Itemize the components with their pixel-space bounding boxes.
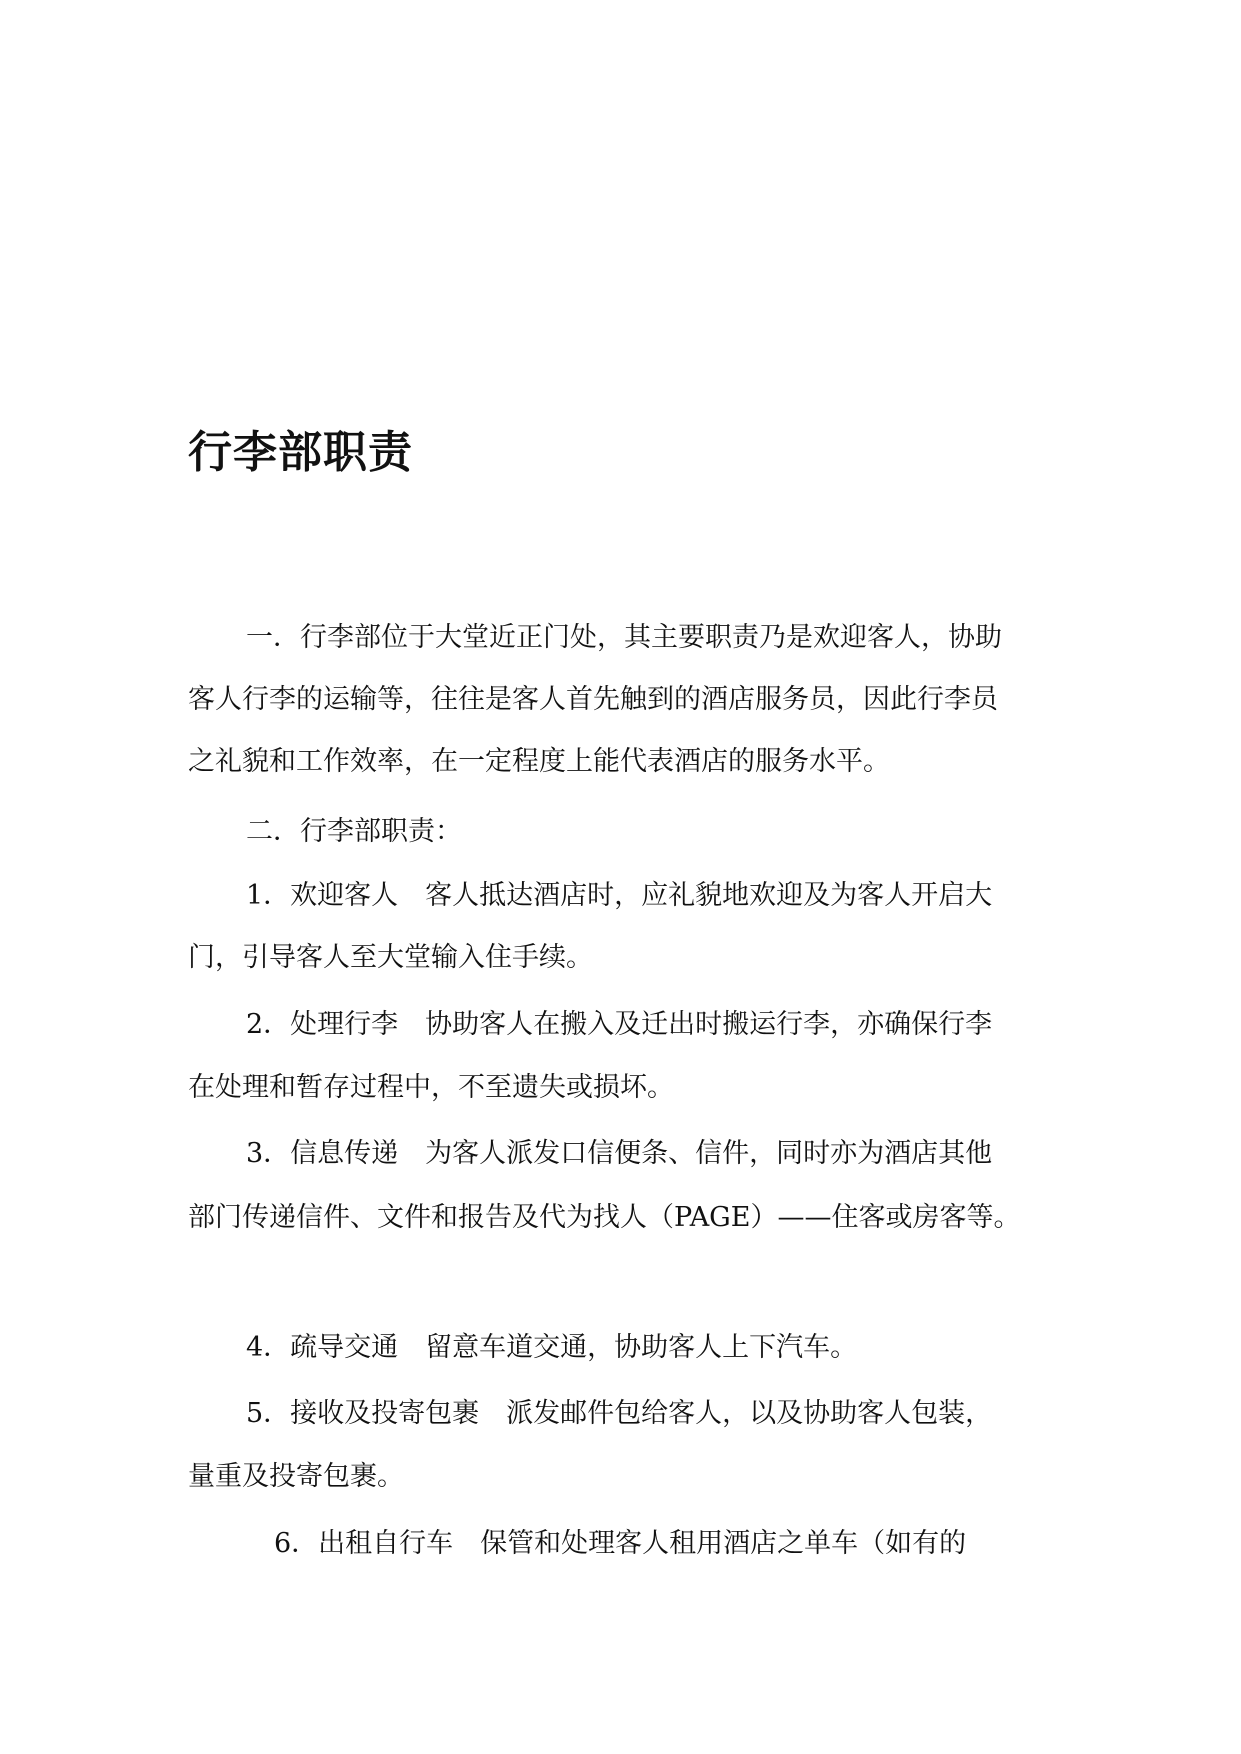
item-3-line-2: 部门传递信件、文件和报告及代为找人（PAGE）——住客或房客等。 (188, 1202, 1021, 1233)
item-1-line-2: 门，引导客人至大堂输入住手续。 (188, 942, 593, 973)
section-2-heading: 二．行李部职责： (246, 816, 462, 847)
item-2-line-2: 在处理和暂存过程中，不至遗失或损坏。 (188, 1072, 674, 1103)
paragraph-1-line-2: 客人行李的运输等，往往是客人首先触到的酒店服务员，因此行李员 (188, 684, 998, 715)
item-5-line-1: 5．接收及投寄包裹 派发邮件包给客人，以及协助客人包装， (246, 1398, 993, 1429)
item-3-line-1: 3．信息传递 为客人派发口信便条、信件，同时亦为酒店其他 (246, 1138, 993, 1169)
document-title: 行李部职责 (188, 427, 413, 478)
item-5-line-2: 量重及投寄包裹。 (188, 1461, 404, 1492)
item-2-line-1: 2．处理行李 协助客人在搬入及迁出时搬运行李，亦确保行李 (246, 1009, 993, 1040)
paragraph-1-line-1: 一．行李部位于大堂近正门处，其主要职责乃是欢迎客人，协助 (246, 622, 1002, 653)
item-4-line-1: 4．疏导交通 留意车道交通，协助客人上下汽车。 (246, 1332, 858, 1363)
item-6-line-1: 6．出租自行车 保管和处理客人租用酒店之单车（如有的 (274, 1528, 967, 1559)
item-1-line-1: 1．欢迎客人 客人抵达酒店时，应礼貌地欢迎及为客人开启大 (246, 880, 993, 911)
paragraph-1-line-3: 之礼貌和工作效率，在一定程度上能代表酒店的服务水平。 (188, 746, 890, 777)
